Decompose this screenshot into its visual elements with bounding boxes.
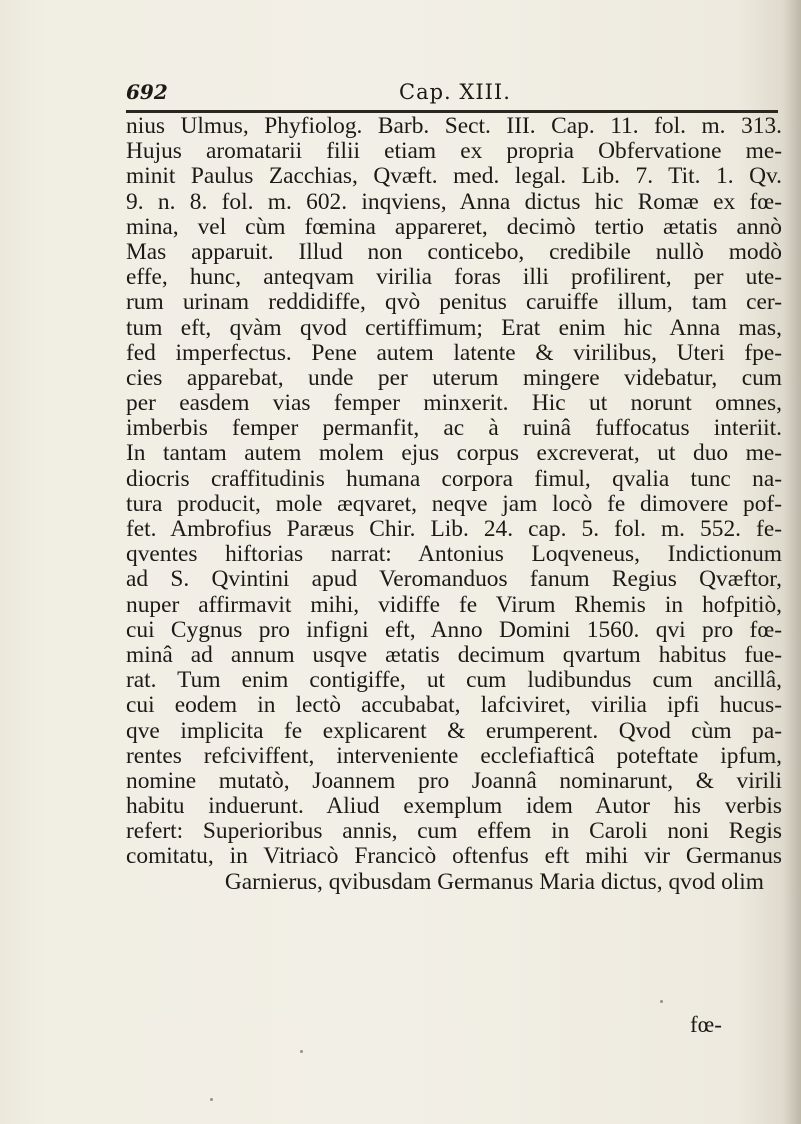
text-line: nomine mutatò, Joannem pro Joannâ nominarunt, & virili: [126, 768, 782, 794]
text-line: ad S. Qvintini apud Veromanduos fanum Regius Qvæftor,: [126, 567, 782, 593]
text-line: imberbis femper permanfit, ac à ruinâ fuffocatus interiit.: [126, 416, 782, 442]
text-line: tum eft, qvàm qvod certiffimum; Erat enim hic Anna mas,: [126, 315, 782, 341]
text-line: cui eodem in lectò accubabat, lafciviret, virilia ipfi hucus-: [126, 693, 782, 719]
text-line: Mas apparuit. Illud non conticebo, credibile nullò modò: [126, 239, 782, 265]
running-head: Cap. XIII.: [399, 80, 511, 104]
text-line: 9. n. 8. fol. m. 602. inqviens, Anna dictus hic Romæ ex fœ-: [126, 189, 782, 215]
text-line: cies apparebat, unde per uterum mingere videbatur, cum: [126, 365, 782, 391]
text-line: fed imperfectus. Pene autem latente & virilibus, Uteri fpe-: [126, 340, 782, 366]
text-line: fet. Ambrofius Paræus Chir. Lib. 24. cap. 5. fol. m. 552. fe-: [126, 517, 782, 542]
text-line: Garnierus, qvibusdam Germanus Maria dictus, qvod olim: [224, 869, 764, 895]
text-line: nuper affirmavit mihi, vidiffe fe Virum Rhemis in hofpitiò,: [126, 592, 782, 618]
page-number: 692: [126, 80, 168, 104]
paper-speck: [660, 1000, 663, 1003]
text-line: per easdem vias femper minxerit. Hic ut norunt omnes,: [126, 391, 782, 417]
text-line: habitu induerunt. Aliud exemplum idem Autor his verbis: [126, 794, 782, 820]
text-line: In tantam autem molem ejus corpus excreverat, ut duo me-: [126, 441, 782, 467]
page-edge-shadow: [783, 0, 801, 1124]
text-line: refert: Superioribus annis, cum effem in Caroli noni Regis: [126, 819, 782, 845]
text-line: qventes hiftorias narrat: Antonius Loqveneus, Indictionum: [126, 542, 782, 568]
text-line: rat. Tum enim contigiffe, ut cum ludibundus cum ancillâ,: [126, 668, 782, 694]
paper-speck: [300, 1050, 303, 1053]
text-line: minâ ad annum usqve ætatis decimum qvartum habitus fue-: [126, 642, 782, 668]
catchword: fœ-: [690, 1012, 722, 1037]
text-line: nius Ulmus, Phyfiolog. Barb. Sect. III. Cap. 11. fol. m. 313.: [126, 114, 782, 139]
text-line: rentes refciviffent, interveniente ecclefiafticâ poteftate ipfum,: [126, 743, 782, 769]
text-line: rum urinam reddidiffe, qvò penitus caruiffe illum, tam cer-: [126, 290, 782, 316]
text-line: comitatu, in Vitriacò Francicò oftenfus eft mihi vir Germanus: [126, 844, 782, 870]
body-text: [126, 114, 782, 895]
text-line: effe, hunc, anteqvam virilia foras illi profilirent, per ute-: [126, 265, 782, 291]
text-line: tura producit, mole æqvaret, neqve jam locò fe dimovere pof-: [126, 491, 782, 517]
text-line: mina, vel cùm fœmina appareret, decimò tertio ætatis annò: [126, 214, 782, 240]
text-line: diocris craffitudinis humana corpora fimul, qvalia tunc na-: [126, 466, 782, 492]
header-rule: [126, 110, 778, 113]
text-line: Hujus aromatarii filii etiam ex propria Obfervatione me-: [126, 139, 782, 165]
text-line: qve implicita fe explicarent & erumperent. Qvod cùm pa-: [126, 718, 782, 744]
paper-speck: [210, 1098, 213, 1101]
text-line: minit Paulus Zacchias, Qvæft. med. legal. Lib. 7. Tit. 1. Qv.: [126, 164, 782, 190]
page-header: [126, 80, 778, 110]
text-line: cui Cygnus pro infigni eft, Anno Domini 1560. qvi pro fœ-: [126, 617, 782, 643]
